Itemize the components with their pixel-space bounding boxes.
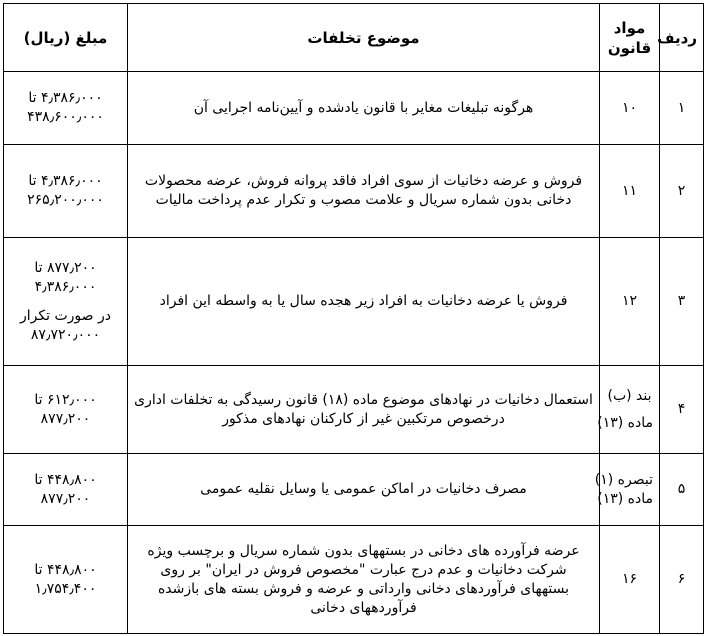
law-line: ماده (۱۳) bbox=[597, 414, 653, 431]
amount-line: ۴٫۳۸۶٫۰۰۰ تا bbox=[28, 90, 103, 106]
header-amount: مبلغ (ریال) bbox=[4, 4, 128, 72]
law-line: ۱۰ bbox=[621, 99, 638, 116]
row-number: ۵ bbox=[660, 454, 704, 526]
amount-line: ۱٫۷۵۴٫۴۰۰ bbox=[34, 580, 97, 597]
fine-amount bbox=[4, 454, 128, 526]
repeat-offense-label: در صورت تکرار bbox=[20, 307, 111, 324]
law-article bbox=[600, 72, 660, 145]
law-article bbox=[600, 145, 660, 238]
amount-line: ۶۱۲٫۰۰۰ تا bbox=[34, 391, 97, 408]
row-number: ۲ bbox=[660, 145, 704, 238]
law-line: ۱۱ bbox=[621, 182, 638, 199]
fine-amount bbox=[4, 145, 128, 238]
header-row bbox=[4, 4, 704, 72]
header-law-articles: مواد قانون bbox=[600, 4, 660, 72]
header-subject: موضوع تخلفات bbox=[128, 4, 600, 72]
violation-subject: مصرف دخانیات در اماکن عمومی یا وسایل نقلیه عمومی bbox=[128, 454, 600, 526]
fine-amount bbox=[4, 238, 128, 366]
amount-line: ۸۷۷٫۲۰۰ bbox=[40, 490, 91, 507]
violation-subject: هرگونه تبلیغات مغایر با قانون یادشده و آیین‌نامه اجرایی آن bbox=[128, 72, 600, 145]
law-article bbox=[600, 526, 660, 634]
table-row bbox=[4, 145, 704, 238]
fines-table bbox=[3, 3, 704, 634]
header-row-number: ردیف bbox=[660, 4, 704, 72]
row-number: ۱ bbox=[660, 72, 704, 145]
fine-amount bbox=[4, 526, 128, 634]
amount-line: ۴٫۳۸۶٫۰۰۰ bbox=[34, 278, 97, 295]
law-line: ۱۲ bbox=[621, 293, 638, 309]
table-row bbox=[4, 526, 704, 634]
amount-line: ۴۳۸٫۶۰۰٫۰۰۰ bbox=[27, 109, 104, 125]
table-row bbox=[4, 454, 704, 526]
violation-subject: فروش و عرضه دخانیات از سوی افراد فاقد پروانه فروش، عرضه محصولات دخانی بدون شماره سریال و علامت مصوب و تکرار عدم پرداخت مالیات bbox=[128, 145, 600, 238]
amount-line: ۴۴۸٫۸۰۰ تا bbox=[34, 471, 97, 488]
amount-line: ۴٫۳۸۶٫۰۰۰ تا bbox=[28, 173, 103, 189]
law-article bbox=[594, 454, 660, 526]
fine-amount bbox=[4, 366, 128, 454]
amount-line: ۸۷۷٫۲۰۰ تا bbox=[34, 259, 97, 276]
amount-line: ۸۷۷٫۲۰۰ bbox=[40, 410, 91, 427]
law-line: بند (ب) bbox=[607, 387, 652, 404]
fine-amount bbox=[4, 72, 128, 145]
row-number: ۴ bbox=[660, 366, 704, 454]
repeat-offense-amount: ۸۷٫۷۲۰٫۰۰۰ bbox=[30, 326, 101, 343]
row-number: ۶ bbox=[660, 526, 704, 634]
law-article bbox=[600, 238, 660, 366]
row-number: ۳ bbox=[660, 238, 704, 366]
violation-subject: استعمال دخانیات در نهادهای موضوع ماده (۱۸) قانون رسیدگی به تخلفات اداری درخصوص مرتکبین غیر از کارکنان نهادهای مذکور bbox=[128, 366, 600, 454]
table-row bbox=[4, 238, 704, 366]
table-row bbox=[4, 72, 704, 145]
violation-subject: فروش یا عرضه دخانیات به افراد زیر هجده سال یا به واسطه این افراد bbox=[128, 238, 600, 366]
amount-line: ۴۴۸٫۸۰۰ تا bbox=[34, 561, 97, 578]
law-line: ماده (۱۳) bbox=[597, 490, 653, 507]
violation-subject: عرضه فرآورده های دخانی در بستههای بدون شماره سریال و برچسب ویژه شرکت دخانیات و عدم درج عبارت "مخصوص فروش در ایران" بر روی بستههای فرآوردهای دخانی وارداتی و عرضه و فروش بسته های بازشده فرآوردههای دخانی bbox=[128, 526, 600, 634]
amount-line: ۲۶۵٫۲۰۰٫۰۰۰ bbox=[27, 192, 104, 208]
law-line: ۱۶ bbox=[621, 571, 638, 587]
law-article bbox=[597, 366, 660, 454]
table-row bbox=[4, 366, 704, 454]
law-line: تبصره (۱) bbox=[594, 471, 653, 488]
